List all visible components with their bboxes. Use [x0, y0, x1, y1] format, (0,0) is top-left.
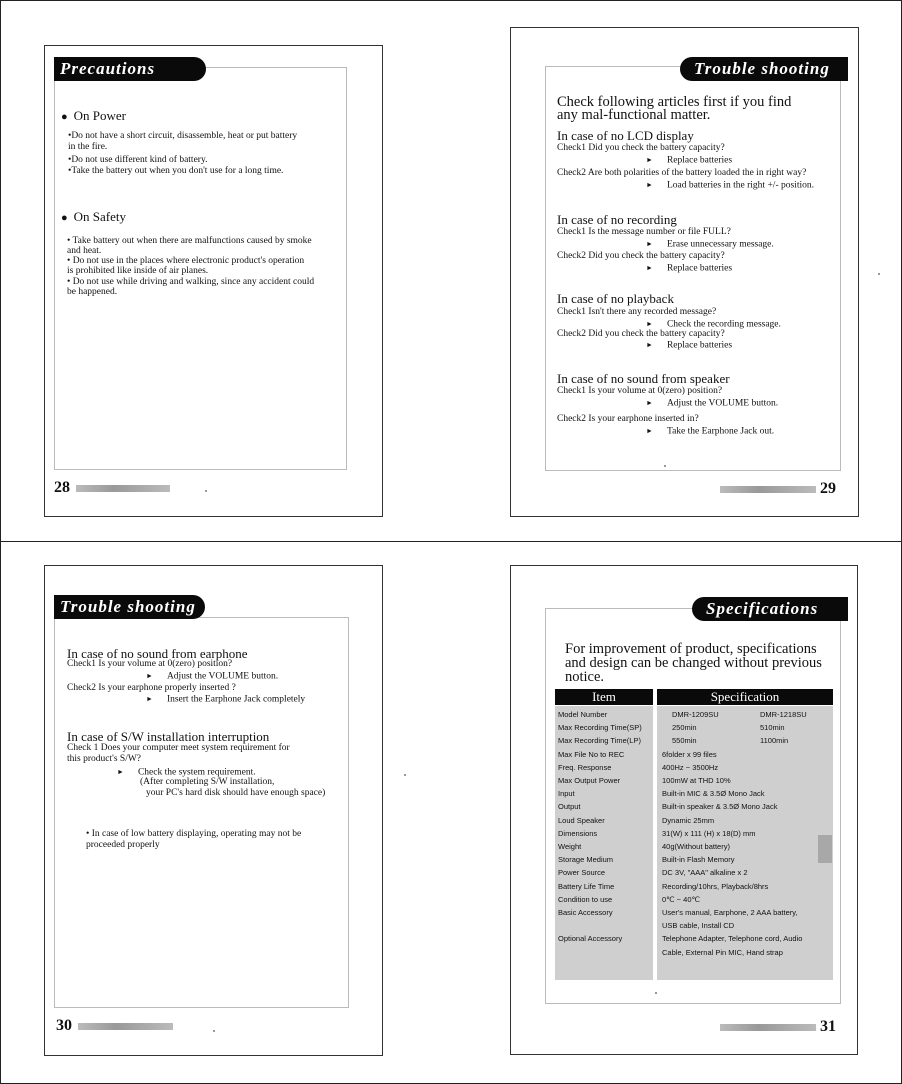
spec-value: User's manual, Earphone, 2 AAA battery, [662, 908, 798, 917]
intro-line: and design can be changed without previous [565, 655, 822, 671]
intro-line: For improvement of product, specifications [565, 641, 817, 657]
check-line: Check1 Is your volume at 0(zero) position? [557, 386, 723, 396]
spec-item: Condition to use [558, 895, 613, 904]
safety-line: • Take battery out when there are malfunctions caused by smoke [67, 236, 312, 246]
spec-value: 31(W) x 111 (H) x 18(D) mm [662, 829, 756, 838]
speck [664, 465, 666, 467]
spec-value: 40g(Without battery) [662, 842, 730, 851]
answer-line: ► Replace batteries [646, 263, 732, 275]
answer-line: ► Replace batteries [646, 340, 732, 352]
check-line: Check 1 Does your computer meet system requirement for [67, 743, 290, 753]
power-line: •Do not have a short circuit, disassemble, heat or put battery [68, 131, 298, 141]
spec-value: 400Hz ~ 3500Hz [662, 763, 719, 772]
spec-value: Built-in Flash Memory [662, 855, 735, 864]
spec-header-specification: Specification [657, 689, 833, 705]
spec-value: 550min [672, 736, 697, 745]
answer-line: ► Check the recording message. [646, 319, 781, 331]
spec-value-alt: 1100min [760, 736, 789, 745]
spec-item: Loud Speaker [558, 816, 605, 825]
case-heading: In case of no playback [557, 291, 674, 306]
answer-line: ► Insert the Earphone Jack completely [146, 694, 305, 706]
page-number-28: 28 [54, 479, 70, 496]
divider-line [0, 541, 902, 542]
speck [213, 1030, 215, 1032]
check-line: Check1 Is your volume at 0(zero) position? [67, 659, 233, 669]
safety-line: and heat. [67, 246, 102, 256]
answer-line: (After completing S/W installation, [140, 777, 275, 787]
spec-value: Built-in speaker & 3.5Ø Mono Jack [662, 802, 778, 811]
spec-value: Cable, External Pin MIC, Hand strap [662, 948, 783, 957]
spec-value: Built-in MIC & 3.5Ø Mono Jack [662, 789, 765, 798]
speck [205, 490, 207, 492]
spec-item: Optional Accessory [558, 934, 623, 943]
spec-shade [818, 835, 832, 863]
page-number-29: 29 [820, 480, 836, 497]
spec-value: DC 3V, "AAA" alkaline x 2 [662, 868, 748, 877]
spec-item: Power Source [558, 868, 606, 877]
check-line: Check2 Is your earphone inserted in? [557, 414, 699, 424]
spec-value: 0℃ ~ 40℃ [662, 895, 700, 904]
page-28-banner: Precautions [54, 57, 206, 81]
spec-value: 6folder x 99 files [662, 750, 717, 759]
answer-line: ► Adjust the VOLUME button. [646, 398, 778, 410]
spec-item: Input [558, 789, 575, 798]
spec-item: Output [558, 802, 581, 811]
check-line: this product's S/W? [67, 754, 142, 764]
check-line: Check2 Did you check the battery capacity? [557, 251, 725, 261]
case-heading: In case of no recording [557, 212, 677, 227]
page-number-30: 30 [56, 1017, 72, 1034]
answer-line: ► Replace batteries [646, 155, 732, 167]
case-heading: In case of no sound from speaker [557, 371, 730, 386]
check-line: Check2 Did you check the battery capacity? [557, 329, 725, 339]
note-line: proceeded properly [86, 840, 160, 850]
page-31-footer-bar [720, 1024, 816, 1031]
safety-line: be happened. [67, 287, 118, 297]
safety-line: • Do not use while driving and walking, since any accident could [67, 277, 315, 287]
page-29-footer-bar [720, 486, 816, 493]
answer-line: ► Adjust the VOLUME button. [146, 671, 278, 683]
spec-value: 100mW at THD 10% [662, 776, 731, 785]
power-line: •Do not use different kind of battery. [68, 155, 208, 165]
page-number-31: 31 [820, 1018, 836, 1035]
spec-item: Freq. Response [558, 763, 612, 772]
check-line: Check2 Is your earphone properly inserted ? [67, 683, 236, 693]
spec-item: Model Number [558, 710, 608, 719]
spec-item: Dimensions [558, 829, 598, 838]
spec-item: Battery Life Time [558, 882, 615, 891]
page-29-banner: Trouble shooting [680, 57, 848, 81]
spec-item: Max Recording Time(SP) [558, 723, 642, 732]
answer-line: ► Load batteries in the right +/- position. [646, 180, 814, 192]
page-30-banner: Trouble shooting [54, 595, 205, 619]
spec-value: 250min [672, 723, 697, 732]
section-on-safety: ● On Safety [61, 209, 126, 225]
spec-item: Max Output Power [558, 776, 621, 785]
intro-line: any mal-functional matter. [557, 107, 711, 123]
speck [655, 992, 657, 994]
power-line: •Take the battery out when you don't use for a long time. [68, 166, 284, 176]
speck [878, 273, 880, 275]
answer-line: ► Erase unnecessary message. [646, 239, 774, 251]
spec-value: USB cable, Install CD [662, 921, 735, 930]
spec-item: Storage Medium [558, 855, 614, 864]
spec-value: Recording/10hrs, Playback/8hrs [662, 882, 769, 891]
spec-item: Max File No to REC [558, 750, 625, 759]
check-line: Check2 Are both polarities of the battery loaded the in right way? [557, 168, 807, 178]
page-30-footer-bar [78, 1023, 173, 1030]
spec-value: Telephone Adapter, Telephone cord, Audio [662, 934, 803, 943]
spec-value-alt: 510min [760, 723, 785, 732]
case-heading: In case of S/W installation interruption [67, 729, 270, 744]
spec-item: Weight [558, 842, 582, 851]
case-heading: In case of no sound from earphone [67, 646, 248, 661]
speck [404, 774, 406, 776]
spec-item: Basic Accessory [558, 908, 613, 917]
intro-line: Check following articles first if you find [557, 94, 792, 110]
case-heading: In case of no LCD display [557, 128, 694, 143]
answer-line: ► Take the Earphone Jack out. [646, 426, 774, 438]
answer-line: ► Check the system requirement. [117, 767, 256, 779]
spec-header-item: Item [555, 689, 653, 705]
intro-line: notice. [565, 669, 605, 685]
safety-line: is prohibited like inside of air planes. [67, 266, 209, 276]
spec-value: DMR-1209SU [672, 710, 719, 719]
spec-value: Dynamic 25mm [662, 816, 715, 825]
spec-value-alt: DMR-1218SU [760, 710, 807, 719]
page-31-banner: Specifications [692, 597, 848, 621]
answer-line: your PC's hard disk should have enough space) [146, 788, 326, 798]
page-28-footer-bar [76, 485, 170, 492]
check-line: Check1 Isn't there any recorded message? [557, 307, 717, 317]
note-line: • In case of low battery displaying, operating may not be [86, 829, 302, 839]
power-line: in the fire. [68, 142, 108, 152]
safety-line: • Do not use in the places where electronic product's operation [67, 256, 305, 266]
spec-item: Max Recording Time(LP) [558, 736, 641, 745]
section-on-power: ● On Power [61, 108, 126, 124]
check-line: Check1 Is the message number or file FULL? [557, 227, 731, 237]
check-line: Check1 Did you check the battery capacity? [557, 143, 725, 153]
